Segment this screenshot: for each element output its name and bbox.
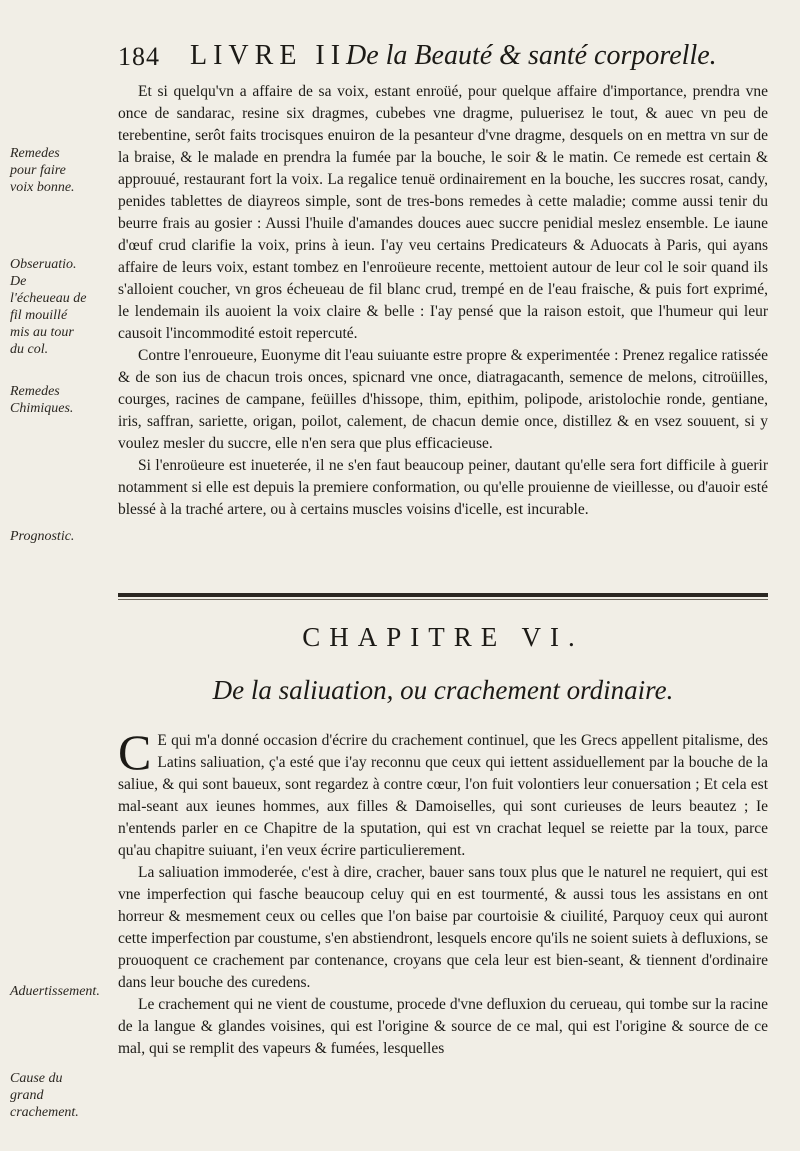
body-text-top [118, 81, 768, 521]
chapter-title: De la saliuation, ou crachement ordinaire. [212, 675, 674, 705]
margin-note: Aduertissement. [10, 984, 100, 999]
chapter-heading: CHAPITRE VI. [302, 622, 584, 652]
running-header [118, 38, 758, 78]
paragraph-text: E qui m'a donné occasion d'écrire du crachement continuel, que les Grecs appellent pitalisme, des Latins saliuation, ç'a esté que i'ay reconnu que ceux qui iettent assiduellement par la bouche de la saliue, & qui sont baueux, sont regardez à contre cœur, l'on fuit volontiers leur conuersation ; Et cela est mal-seant aux ieunes hommes, aux filles & Damoiselles, qui sont curieuses de leurs beautez ; Ie n'entends parler en ce Chapitre de la sputation, qui est vn crachat lequel se reiette par la toux, parce qu'au chapitre suiuant, i'en veux écrire particulierement. [118, 732, 768, 859]
margin-note: Prognostic. [10, 529, 75, 544]
drop-cap: C [118, 724, 152, 780]
margin-note: Remedes Chimiques. [10, 384, 74, 416]
page-number: 184 [118, 42, 160, 71]
running-title: De la Beauté & santé corporelle. [346, 40, 717, 71]
section-rule-thin [118, 599, 768, 600]
paragraph [118, 724, 768, 862]
paragraph: Contre l'enroueure, Euonyme dit l'eau suiuante estre propre & experimentée : Prenez regalice ratissée & de son ius de chacun trois onces, spicnard vne once, diatragacanth, semence de melons, citroüilles, courges, racines de campane, feüilles d'hissope, thim, epithim, polipode, aristolochie ronde, gentiane, iris, saffran, sariette, origan, poilot, calement, de chacun demie once, distillez & en vsez souuent, si y voulez mesler du succre, elle n'en sera que plus efficacieuse. [118, 347, 768, 452]
paragraph: Le crachement qui ne vient de coustume, procede d'vne defluxion du cerueau, qui tombe sur la racine de la langue & glandes voisines, qui est l'origine & source de ce mal, qui est l'origine & source de ce mal, qui se remplit des vapeurs & fumées, lesquelles [118, 996, 768, 1057]
margin-note: Cause du grand crachement. [10, 1071, 79, 1120]
margin-note: Obseruatio. De l'écheueau de fil mouillé mis au tour du col. [10, 257, 87, 357]
paragraph: La saliuation immoderée, c'est à dire, cracher, bauer sans toux plus que le naturel ne requiert, qui est vne imperfection qui fasche beaucoup celuy qui en est tourmenté, & aussi tous les assistans en ont horreur & mesmement ceux ou celles que l'on baise par courtoisie & ciuilité, Parquoy ceux qui auront cette imperfection par coustume, s'en abstiendront, lesquels encore qu'ils ne soient suiets à defluxions, se prouoquent ce crachement par contenance, croyans que cela leur est bien-seant, & tiennent d'ordinaire dans leur bouche des curedens. [118, 864, 768, 991]
paragraph: Si l'enroüeure est inueterée, il ne s'en faut beaucoup peiner, dautant qu'elle sera fort difficile à guerir notamment si elle est depuis la premiere conformation, ou qu'elle prouienne de vieillesse, ou d'auoir esté blessé à la traché artere, ou à certains muscles voisins d'icelle, est incurable. [118, 457, 768, 518]
paragraph: Et si quelqu'vn a affaire de sa voix, estant enroüé, pour quelque affaire d'importance, prendra vne once de sandarac, resine six dragmes, cubebes vne dragme, puluerisez le tout, & auec vn peu de terebentine, serôt faits trocisques enuiron de la pesanteur d'vne dragme, desquels on en mettra vn sur de la braise, & le malade en prendra la fumée par la bouche, le soir & le matin. Ce remede est certain & approuué, restaurant fort la voix. La regalice tenuë ordinairement en la bouche, les succres rosat, candy, penides tablettes de diayreos simple, sont de tres-bons remedes à cette maladie; comme aussi tenir du beurre frais au gosier : Aussi l'huile d'amandes douces auec succre penidial meslez ensemble. Le iaune d'œuf crud clarifie la voix, prins à ieun. I'ay veu certains Predicateurs & Aduocats à Paris, qui ayans affaire de leurs voix, estant tombez en l'enroüeure recente, mettoient autour de leur col le soir quand ils s'alloient coucher, vn gros écheueau de fil blanc crud, trempé en de l'eau fraische, & puis fort exprimé, le lendemain ils auoient la voix claire & belle : I'ay pensé que la raison estoit, que l'humeur qui leur causoit l'incommodité estoit repercuté. [118, 83, 768, 342]
body-text-chapter [118, 724, 768, 1060]
section-rule [118, 593, 768, 597]
margin-note: Remedes pour faire voix bonne. [10, 146, 75, 195]
book-label: LIVRE II. [190, 40, 360, 71]
